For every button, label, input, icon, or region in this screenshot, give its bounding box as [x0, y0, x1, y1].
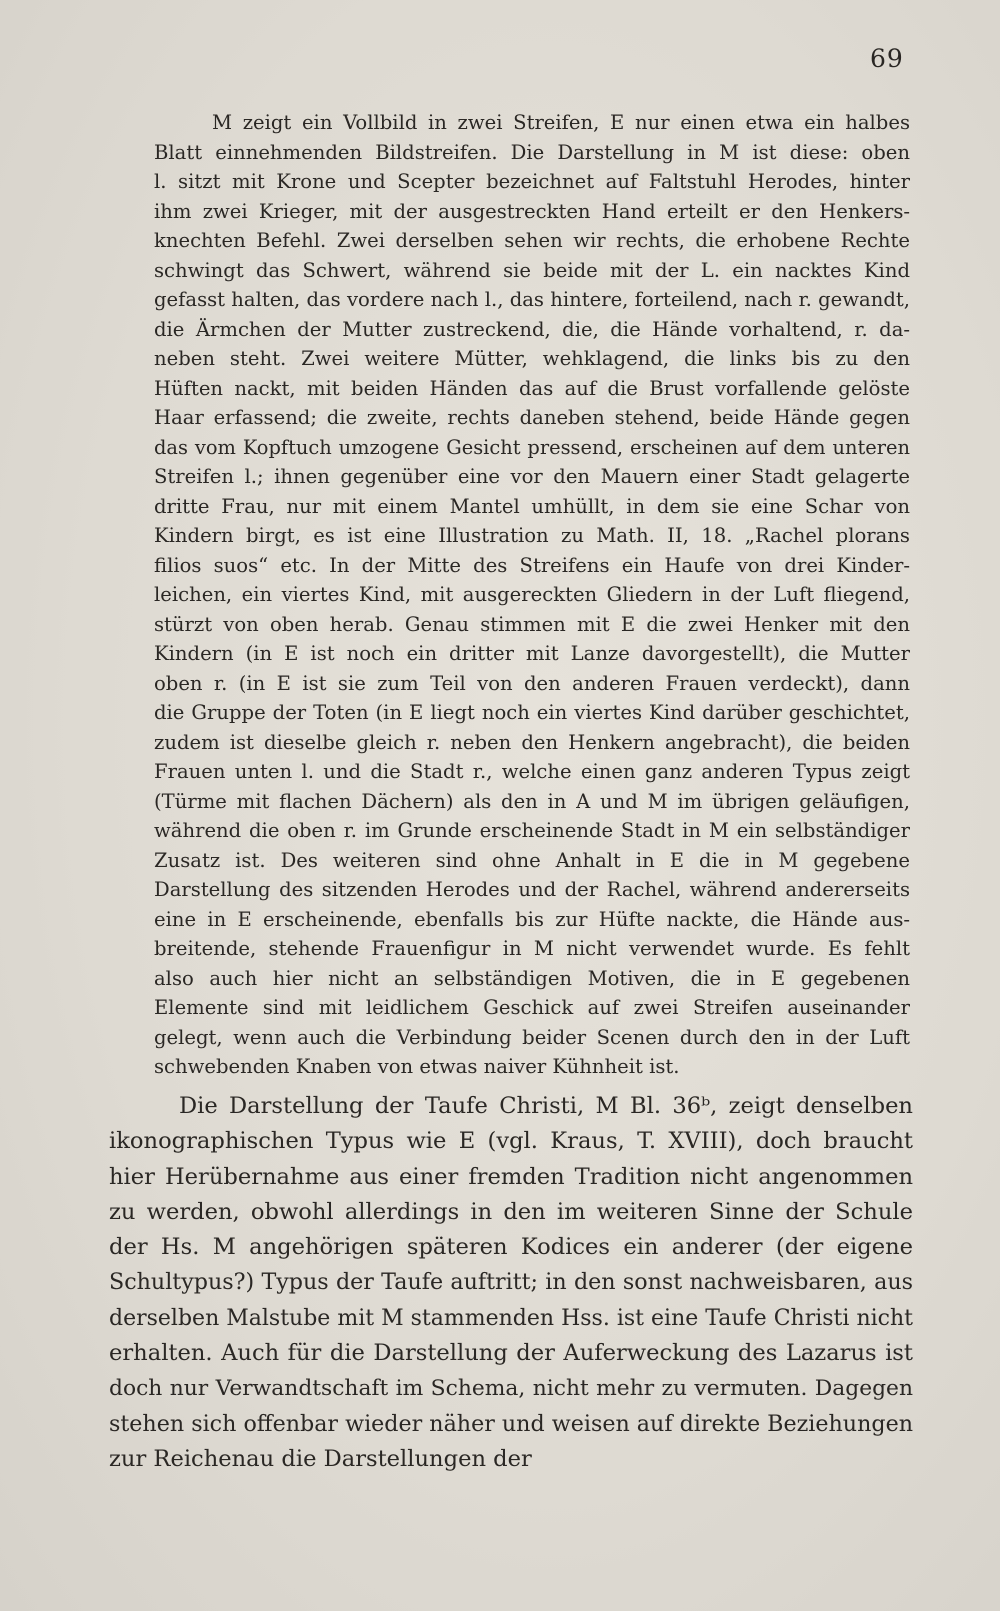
text-line: Haar erfassend; die zweite, rechts daneben stehend, beide Hände gegen	[154, 406, 910, 429]
text-line: Kindern (in E ist noch ein dritter mit Lanze davorgestellt), die Mutter	[154, 642, 910, 665]
text-line: das vom Kopftuch umzogene Gesicht pressend, erscheinen auf dem unteren	[154, 435, 910, 459]
text-line: neben steht. Zwei weitere Mütter, wehklagend, die links bis zu den	[154, 347, 910, 370]
text-line: ikonographischen Typus wie E (vgl. Kraus, T. XVIII), doch braucht	[109, 1128, 913, 1155]
text-line: filios suos“ etc. In der Mitte des Streifens ein Haufe von drei Kinder-	[154, 553, 910, 577]
text-line: M zeigt ein Vollbild in zwei Streifen, E nur einen etwa ein halbes	[212, 111, 910, 134]
text-line: oben r. (in E ist sie zum Teil von den anderen Frauen verdeckt), dann	[154, 671, 910, 695]
text-line: knechten Befehl. Zwei derselben sehen wir rechts, die erhobene Rechte	[154, 229, 910, 252]
text-line: Streifen l.; ihnen gegenüber eine vor den Mauern einer Stadt gelagerte	[154, 465, 910, 488]
text-line: schwingt das Schwert, während sie beide mit der L. ein nacktes Kind	[154, 258, 910, 282]
text-line: während die oben r. im Grunde erscheinende Stadt in M ein selbständiger	[154, 819, 910, 842]
text-line: l. sitzt mit Krone und Scepter bezeichnet auf Faltstuhl Herodes, hinter	[154, 170, 910, 193]
text-line: Schultypus?) Typus der Taufe auftritt; in den sonst nachweisbaren, aus	[109, 1269, 913, 1296]
page-number: 69	[870, 44, 904, 73]
text-line: breitende, stehende Frauenfigur in M nicht verwendet wurde. Es fehlt	[154, 937, 910, 960]
text-line: dritte Frau, nur mit einem Mantel umhüllt, in dem sie eine Schar von	[154, 494, 910, 518]
text-line: zudem ist dieselbe gleich r. neben den Henkern angebracht), die beiden	[154, 730, 910, 754]
text-line: gefasst halten, das vordere nach l., das hintere, forteilend, nach r. gewandt,	[154, 288, 910, 311]
text-line: Blatt einnehmenden Bildstreifen. Die Darstellung in M ist diese: oben	[154, 140, 910, 164]
paragraph-small-print	[154, 108, 910, 1082]
paragraph-body	[109, 1089, 913, 1477]
text-line: die Ärmchen der Mutter zustreckend, die, die Hände vorhaltend, r. da-	[154, 317, 910, 341]
text-line: stürzt von oben herab. Genau stimmen mit E die zwei Henker mit den	[154, 612, 910, 636]
text-line: Darstellung des sitzenden Herodes und der Rachel, während andererseits	[154, 878, 910, 901]
text-line: Die Darstellung der Taufe Christi, M Bl. 36ᵇ, zeigt denselben	[179, 1093, 913, 1119]
text-line: zur Reichenau die Darstellungen der	[109, 1445, 532, 1472]
text-line: leichen, ein viertes Kind, mit ausgereckten Gliedern in der Luft fliegend,	[154, 583, 910, 606]
text-line: hier Herübernahme aus einer fremden Tradition nicht angenommen	[109, 1163, 913, 1190]
text-line: also auch hier nicht an selbständigen Motiven, die in E gegebenen	[154, 966, 910, 990]
text-line: Hüften nackt, mit beiden Händen das auf die Brust vorfallende gelöste	[154, 376, 910, 400]
text-line: die Gruppe der Toten (in E liegt noch ein viertes Kind darüber geschichtet,	[154, 701, 910, 724]
text-line: Zusatz ist. Des weiteren sind ohne Anhalt in E die in M gegebene	[154, 848, 910, 872]
text-line: Kindern birgt, es ist eine Illustration zu Math. II, 18. „Rachel plorans	[154, 524, 910, 547]
text-line: zu werden, obwohl allerdings in den im weiteren Sinne der Schule	[109, 1198, 913, 1225]
text-line: (Türme mit flachen Dächern) als den in A und M im übrigen geläufigen,	[154, 789, 910, 813]
text-line: Elemente sind mit leidlichem Geschick auf zwei Streifen auseinander	[154, 996, 910, 1019]
text-line: der Hs. M angehörigen späteren Kodices ein anderer (der eigene	[109, 1234, 913, 1261]
text-line: eine in E erscheinende, ebenfalls bis zur Hüfte nackte, die Hände aus-	[154, 907, 910, 931]
text-line: schwebenden Knaben von etwas naiver Kühnheit ist.	[154, 1055, 680, 1078]
text-line: derselben Malstube mit M stammenden Hss. ist eine Taufe Christi nicht	[109, 1305, 913, 1331]
text-line: Frauen unten l. und die Stadt r., welche einen ganz anderen Typus zeigt	[154, 760, 910, 783]
text-line: gelegt, wenn auch die Verbindung beider Scenen durch den in der Luft	[154, 1025, 910, 1049]
text-line: stehen sich offenbar wieder näher und weisen auf direkte Beziehungen	[109, 1410, 913, 1437]
text-line: erhalten. Auch für die Darstellung der Auferweckung des Lazarus ist	[109, 1340, 913, 1367]
text-line: doch nur Verwandtschaft im Schema, nicht mehr zu vermuten. Dagegen	[109, 1376, 913, 1402]
text-line: ihm zwei Krieger, mit der ausgestreckten Hand erteilt er den Henkers-	[154, 199, 910, 223]
